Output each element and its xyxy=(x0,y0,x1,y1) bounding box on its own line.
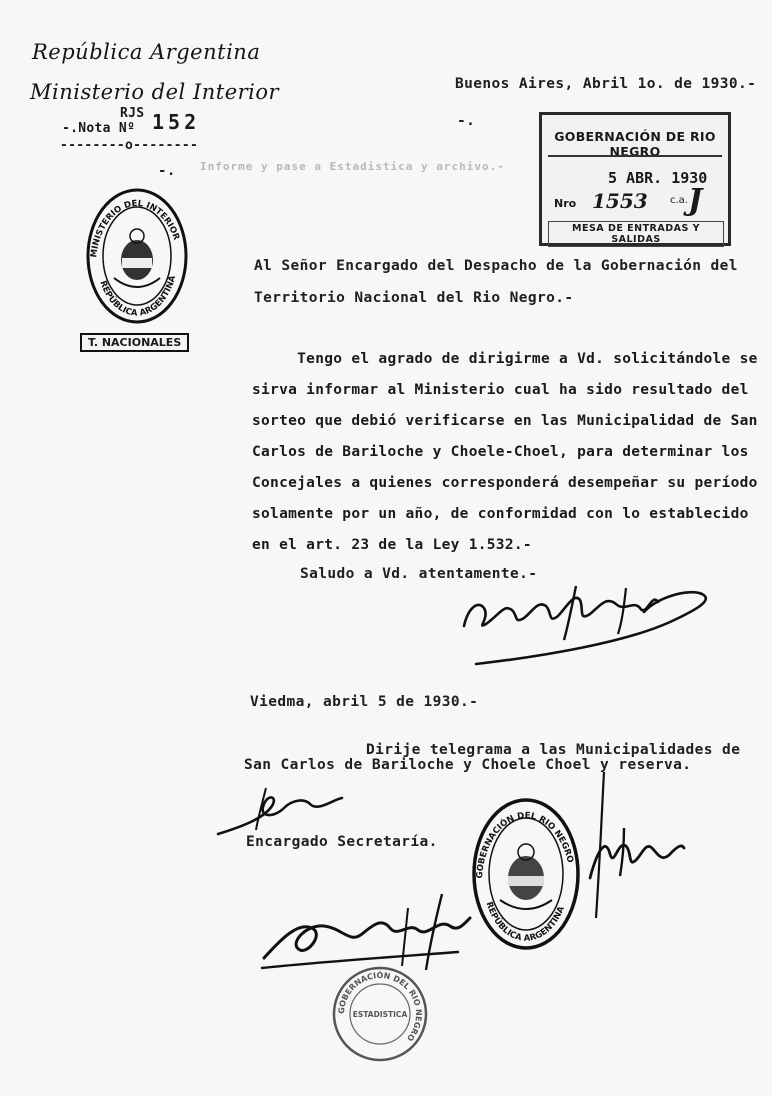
letter-body xyxy=(252,344,772,561)
svg-text:REPÚBLICA ARGENTINA: REPÚBLICA ARGENTINA xyxy=(483,900,567,944)
received-stamp xyxy=(539,112,731,246)
body-line: solamente por un año, de conformidad con lo establecido xyxy=(252,506,749,522)
addressee-line-1: Al Señor Encargado del Despacho de la Gobernación del xyxy=(254,258,738,274)
letterhead-republica: República Argentina xyxy=(32,40,261,64)
territorios-nacionales-label: T. NACIONALES xyxy=(80,333,189,352)
estadistica-center-text: ESTADISTICA xyxy=(352,1010,408,1019)
body-line: sirva informar al Ministerio cual ha sido resultado del xyxy=(252,382,749,398)
reply-place-date: Viedma, abril 5 de 1930.- xyxy=(250,694,479,710)
stamp-number: 1553 xyxy=(592,189,648,213)
pase-dash: -. xyxy=(158,163,176,179)
initials-signature xyxy=(580,768,690,928)
letterhead-ministerio: Ministerio del Interior xyxy=(30,80,280,104)
minister-signature xyxy=(456,578,718,670)
reference-divider: --------o-------- xyxy=(60,138,199,153)
stamp-header: GOBERNACIÓN DE RIO NEGRO xyxy=(554,129,716,159)
nota-number: 152 xyxy=(152,110,201,134)
top-dash: -. xyxy=(457,113,476,129)
stamp-footer: MESA DE ENTRADAS Y SALIDAS xyxy=(548,221,724,247)
reference-initials: RJS xyxy=(120,106,145,121)
body-line: sorteo que debió verificarse en las Municipalidad de San xyxy=(252,413,758,429)
svg-text:REPÚBLICA ARGENTINA: REPÚBLICA ARGENTINA xyxy=(97,274,179,319)
reply-signer-title: Encargado Secretaría. xyxy=(246,834,438,850)
stamp-letter: J xyxy=(688,183,703,218)
secretary-signature xyxy=(214,778,384,848)
reply-line-1: Dirije telegrama a las Municipalidades de xyxy=(366,742,741,758)
stamp-rule xyxy=(548,155,722,157)
nota-label: -.Nota Nº xyxy=(62,121,136,136)
body-line: Carlos de Bariloche y Choele-Choel, para determinar los xyxy=(252,444,749,460)
closing: Saludo a Vd. atentamente.- xyxy=(300,566,538,582)
svg-text:GOBERNACIÓN DEL RIO NEGRO: GOBERNACIÓN DEL RIO NEGRO xyxy=(475,810,575,879)
body-line: Concejales a quienes corresponderá desempeñar su período xyxy=(252,475,758,491)
estadistica-ring-text: GOBERNACIÓN DEL RIO NEGRO xyxy=(336,970,424,1043)
reply-line-2: San Carlos de Bariloche y Choele Choel y reserva. xyxy=(244,757,692,773)
estadistica-seal xyxy=(330,964,430,1064)
stamp-nro-label: Nro xyxy=(554,197,577,210)
place-date: Buenos Aires, Abril 1o. de 1930.- xyxy=(455,76,757,92)
stamp-code: c.a. xyxy=(670,195,688,206)
faint-annotation: Informe y pase a Estadistica y archivo.- xyxy=(200,160,505,173)
svg-text:MINISTERIO DEL INTERIOR: MINISTERIO DEL INTERIOR xyxy=(89,198,182,259)
gobernacion-seal xyxy=(470,796,582,952)
body-line: Tengo el agrado de dirigirme a Vd. solicitándole se xyxy=(252,351,758,367)
body-line: en el art. 23 de la Ley 1.532.- xyxy=(252,537,532,553)
stamp-date: 5 ABR. 1930 xyxy=(608,169,708,187)
ministry-seal xyxy=(84,186,190,326)
addressee-line-2: Territorio Nacional del Rio Negro.- xyxy=(254,290,574,306)
